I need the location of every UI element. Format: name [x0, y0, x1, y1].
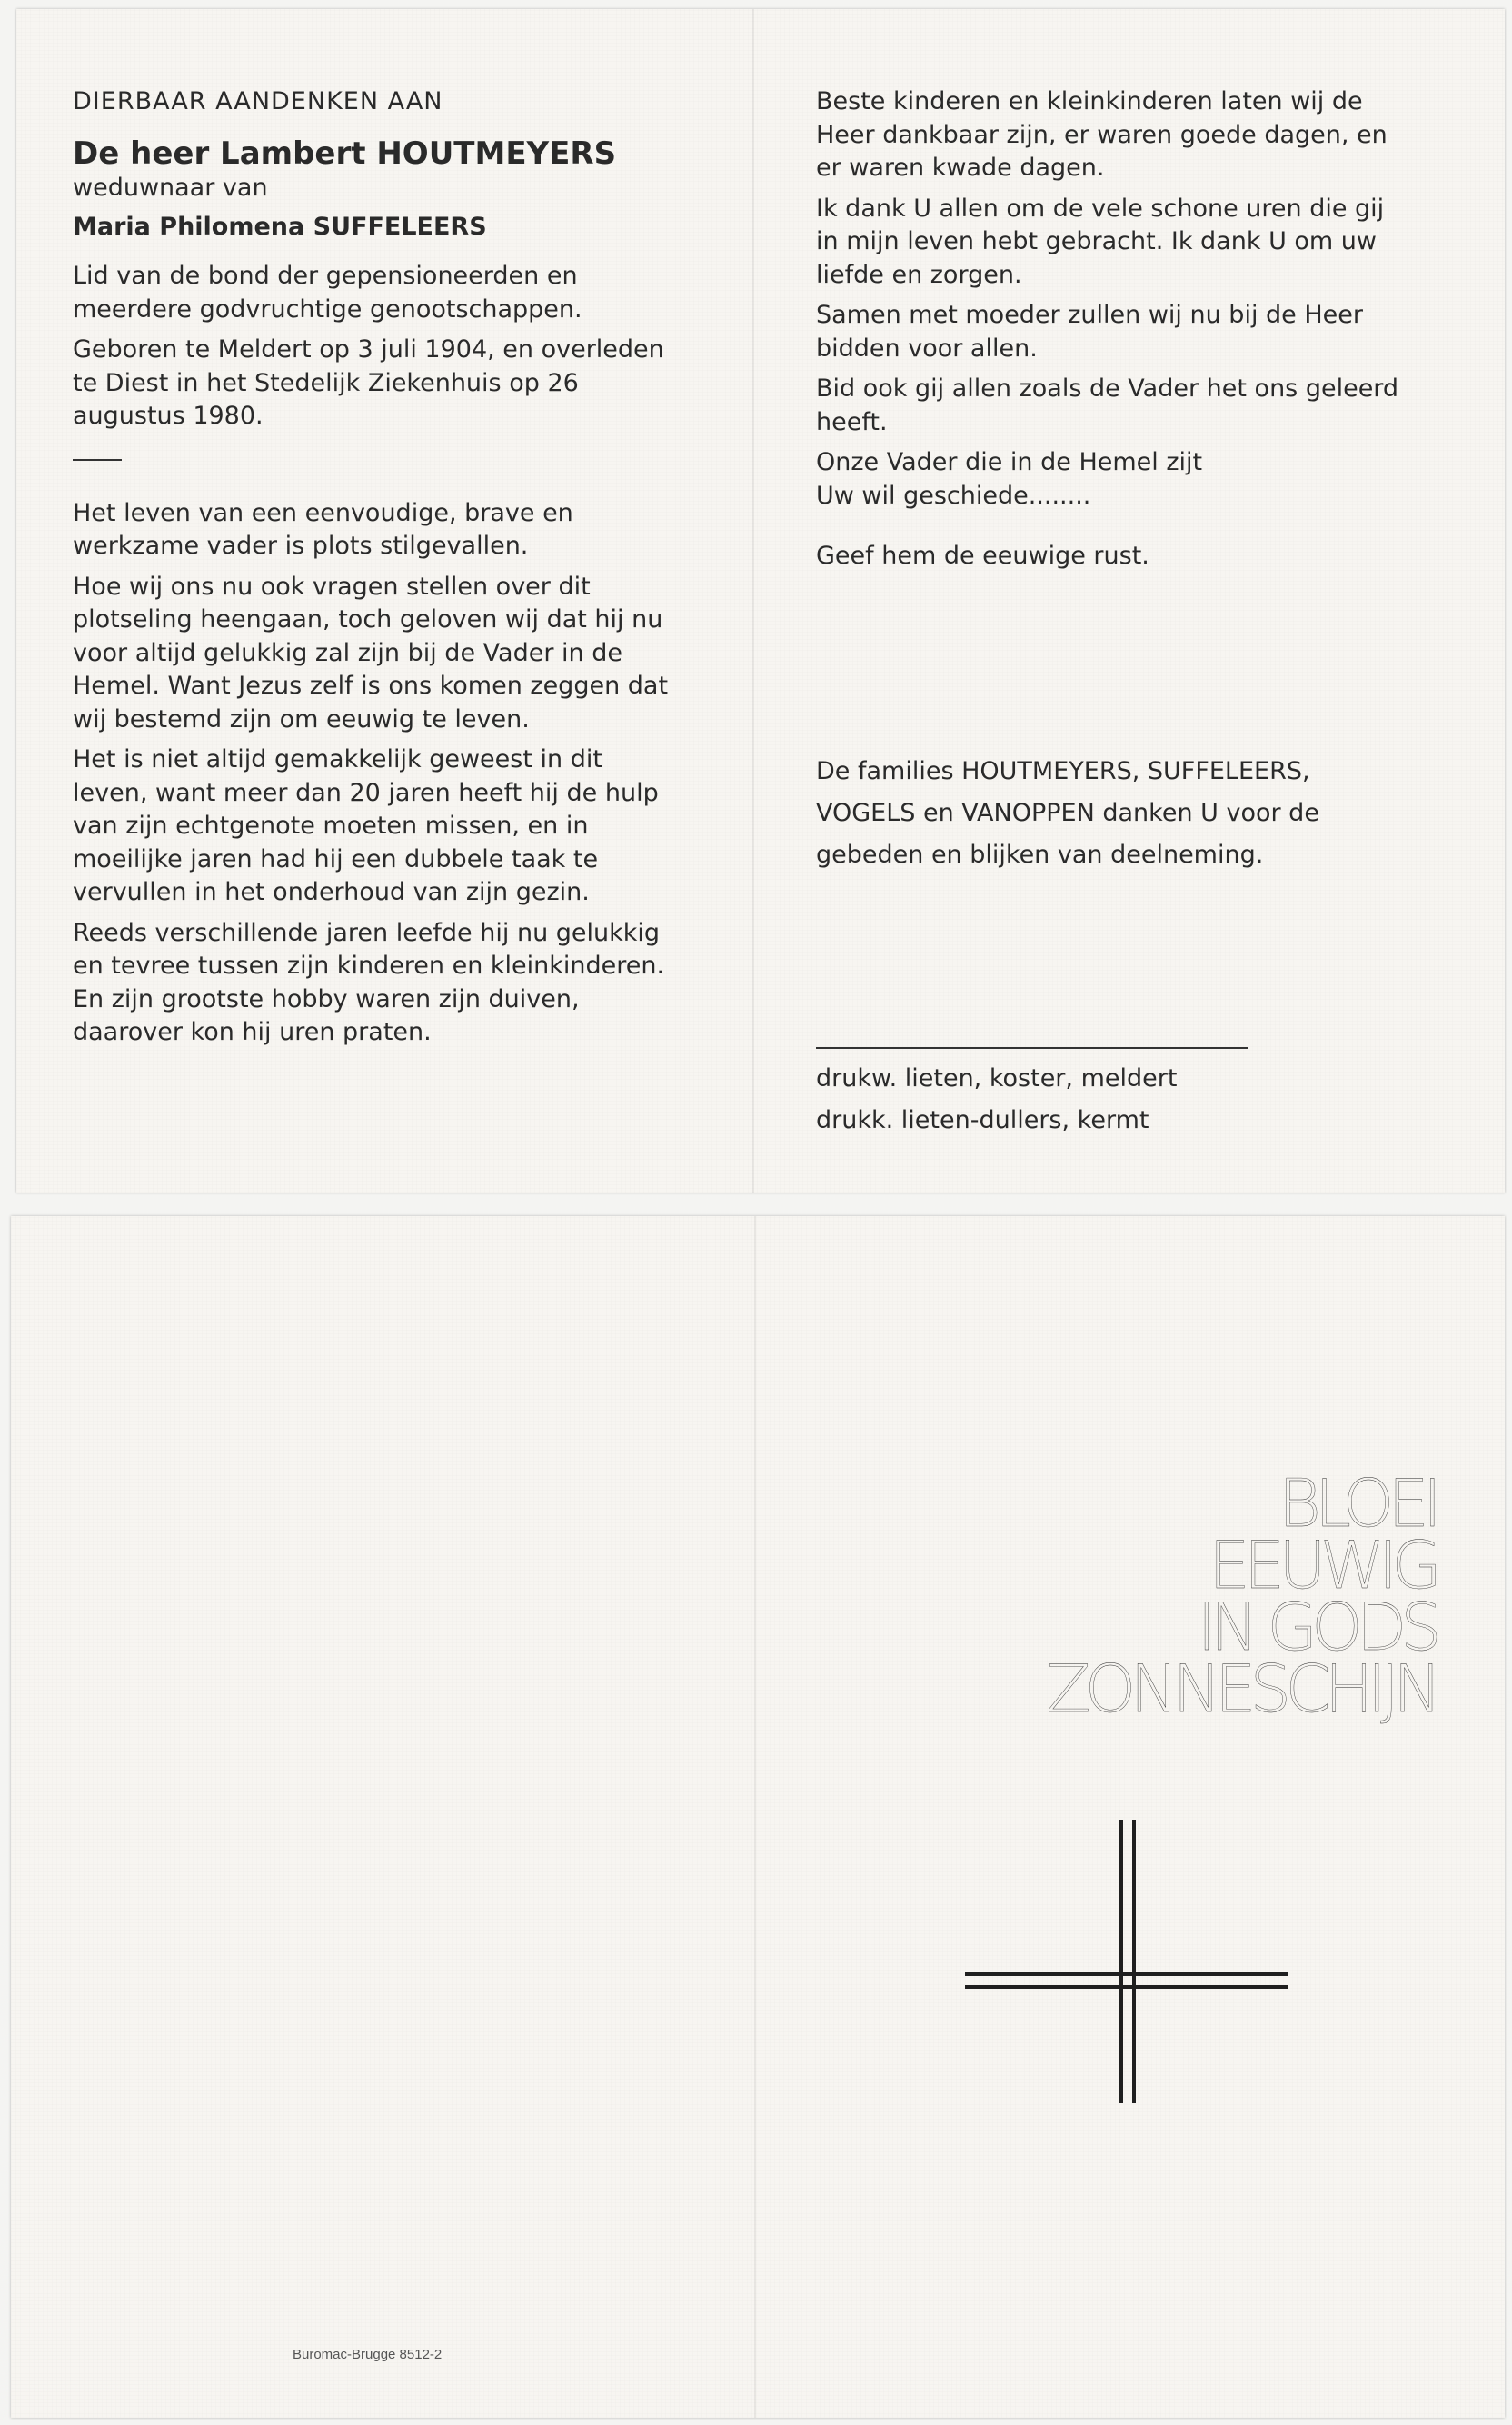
paragraph: Bid ook gij allen zoals de Vader het ons geleerd heeft.	[816, 374, 1399, 436]
printer-line: drukk. lieten-dullers, kermt	[816, 1106, 1149, 1134]
cross-icon	[963, 1816, 1290, 2107]
left-page	[73, 85, 669, 1057]
verse-line: BLOEI	[1278, 1465, 1436, 1542]
deceased-name: De heer Lambert HOUTMEYERS	[73, 135, 617, 172]
verse-line: EEUWIG	[1209, 1527, 1436, 1603]
verse-line: IN GODS	[1197, 1589, 1436, 1665]
prayer-line: Onze Vader die in de Hemel zijt	[816, 448, 1203, 476]
paragraph: Reeds verschillende jaren leefde hij nu gelukkig en tevree tussen zijn kinderen en kleinkinderen. En zijn grootste hobby waren zijn duiven, daarover kon hij uren praten.	[73, 918, 665, 1046]
paragraph: Het leven van een eenvoudige, brave en werkzame vader is plots stilgevallen.	[73, 498, 573, 560]
short-divider	[73, 459, 122, 461]
printer-credits	[816, 1058, 1412, 1142]
paragraph: Beste kinderen en kleinkinderen laten wij de Heer dankbaar zijn, er waren goede dagen, en er waren kwade dagen.	[816, 87, 1388, 182]
rest-text: Geef hem de eeuwige rust.	[816, 542, 1149, 570]
paragraph: Ik dank U allen om de vele schone uren die gij in mijn leven hebt gebracht. Ik dank U om uw liefde en zorgen.	[816, 194, 1385, 289]
overline: DIERBAAR AANDENKEN AAN	[73, 87, 443, 115]
widower-text: weduwnaar van	[73, 174, 268, 202]
printer-line: drukw. lieten, koster, meldert	[816, 1064, 1178, 1093]
paragraph: Samen met moeder zullen wij nu bij de Heer bidden voor allen.	[816, 301, 1363, 363]
families-thanks: De families HOUTMEYERS, SUFFELEERS, VOGELS en VANOPPEN danken U voor de gebeden en blijken van deelneming.	[816, 757, 1319, 869]
prayer-line: Uw wil geschiede........	[816, 481, 1091, 510]
fold-line	[752, 9, 754, 1193]
membership-text: Lid van de bond der gepensioneerden en meerdere godvruchtige genootschappen.	[73, 262, 582, 324]
birth-death-text: Geboren te Meldert op 3 juli 1904, en overleden te Diest in het Stedelijk Ziekenhuis op 26 augustus 1980.	[73, 335, 664, 430]
cover-verse	[927, 1465, 1436, 1727]
spouse-name: Maria Philomena SUFFELEERS	[73, 212, 487, 241]
verse-line: ZONNESCHIJN	[1046, 1651, 1436, 1727]
printer-divider	[816, 1047, 1248, 1049]
fold-line	[754, 1216, 756, 2418]
right-page	[816, 85, 1412, 581]
paragraph: Hoe wij ons nu ook vragen stellen over dit plotseling heengaan, toch geloven wij dat hij nu voor altijd gelukkig zal zijn bij de Vader in de Hemel. Want Jezus zelf is ons komen zeggen dat wij bestemd zijn om eeuwig te leven.	[73, 572, 669, 733]
imprint-text: Buromac-Brugge 8512-2	[293, 2347, 443, 2362]
paragraph: Het is niet altijd gemakkelijk geweest in dit leven, want meer dan 20 jaren heeft hij de hulp van zijn echtgenote moeten missen, en in moeilijke jaren had hij een dubbele taak te vervullen in het onderhoud van zijn gezin.	[73, 745, 659, 906]
